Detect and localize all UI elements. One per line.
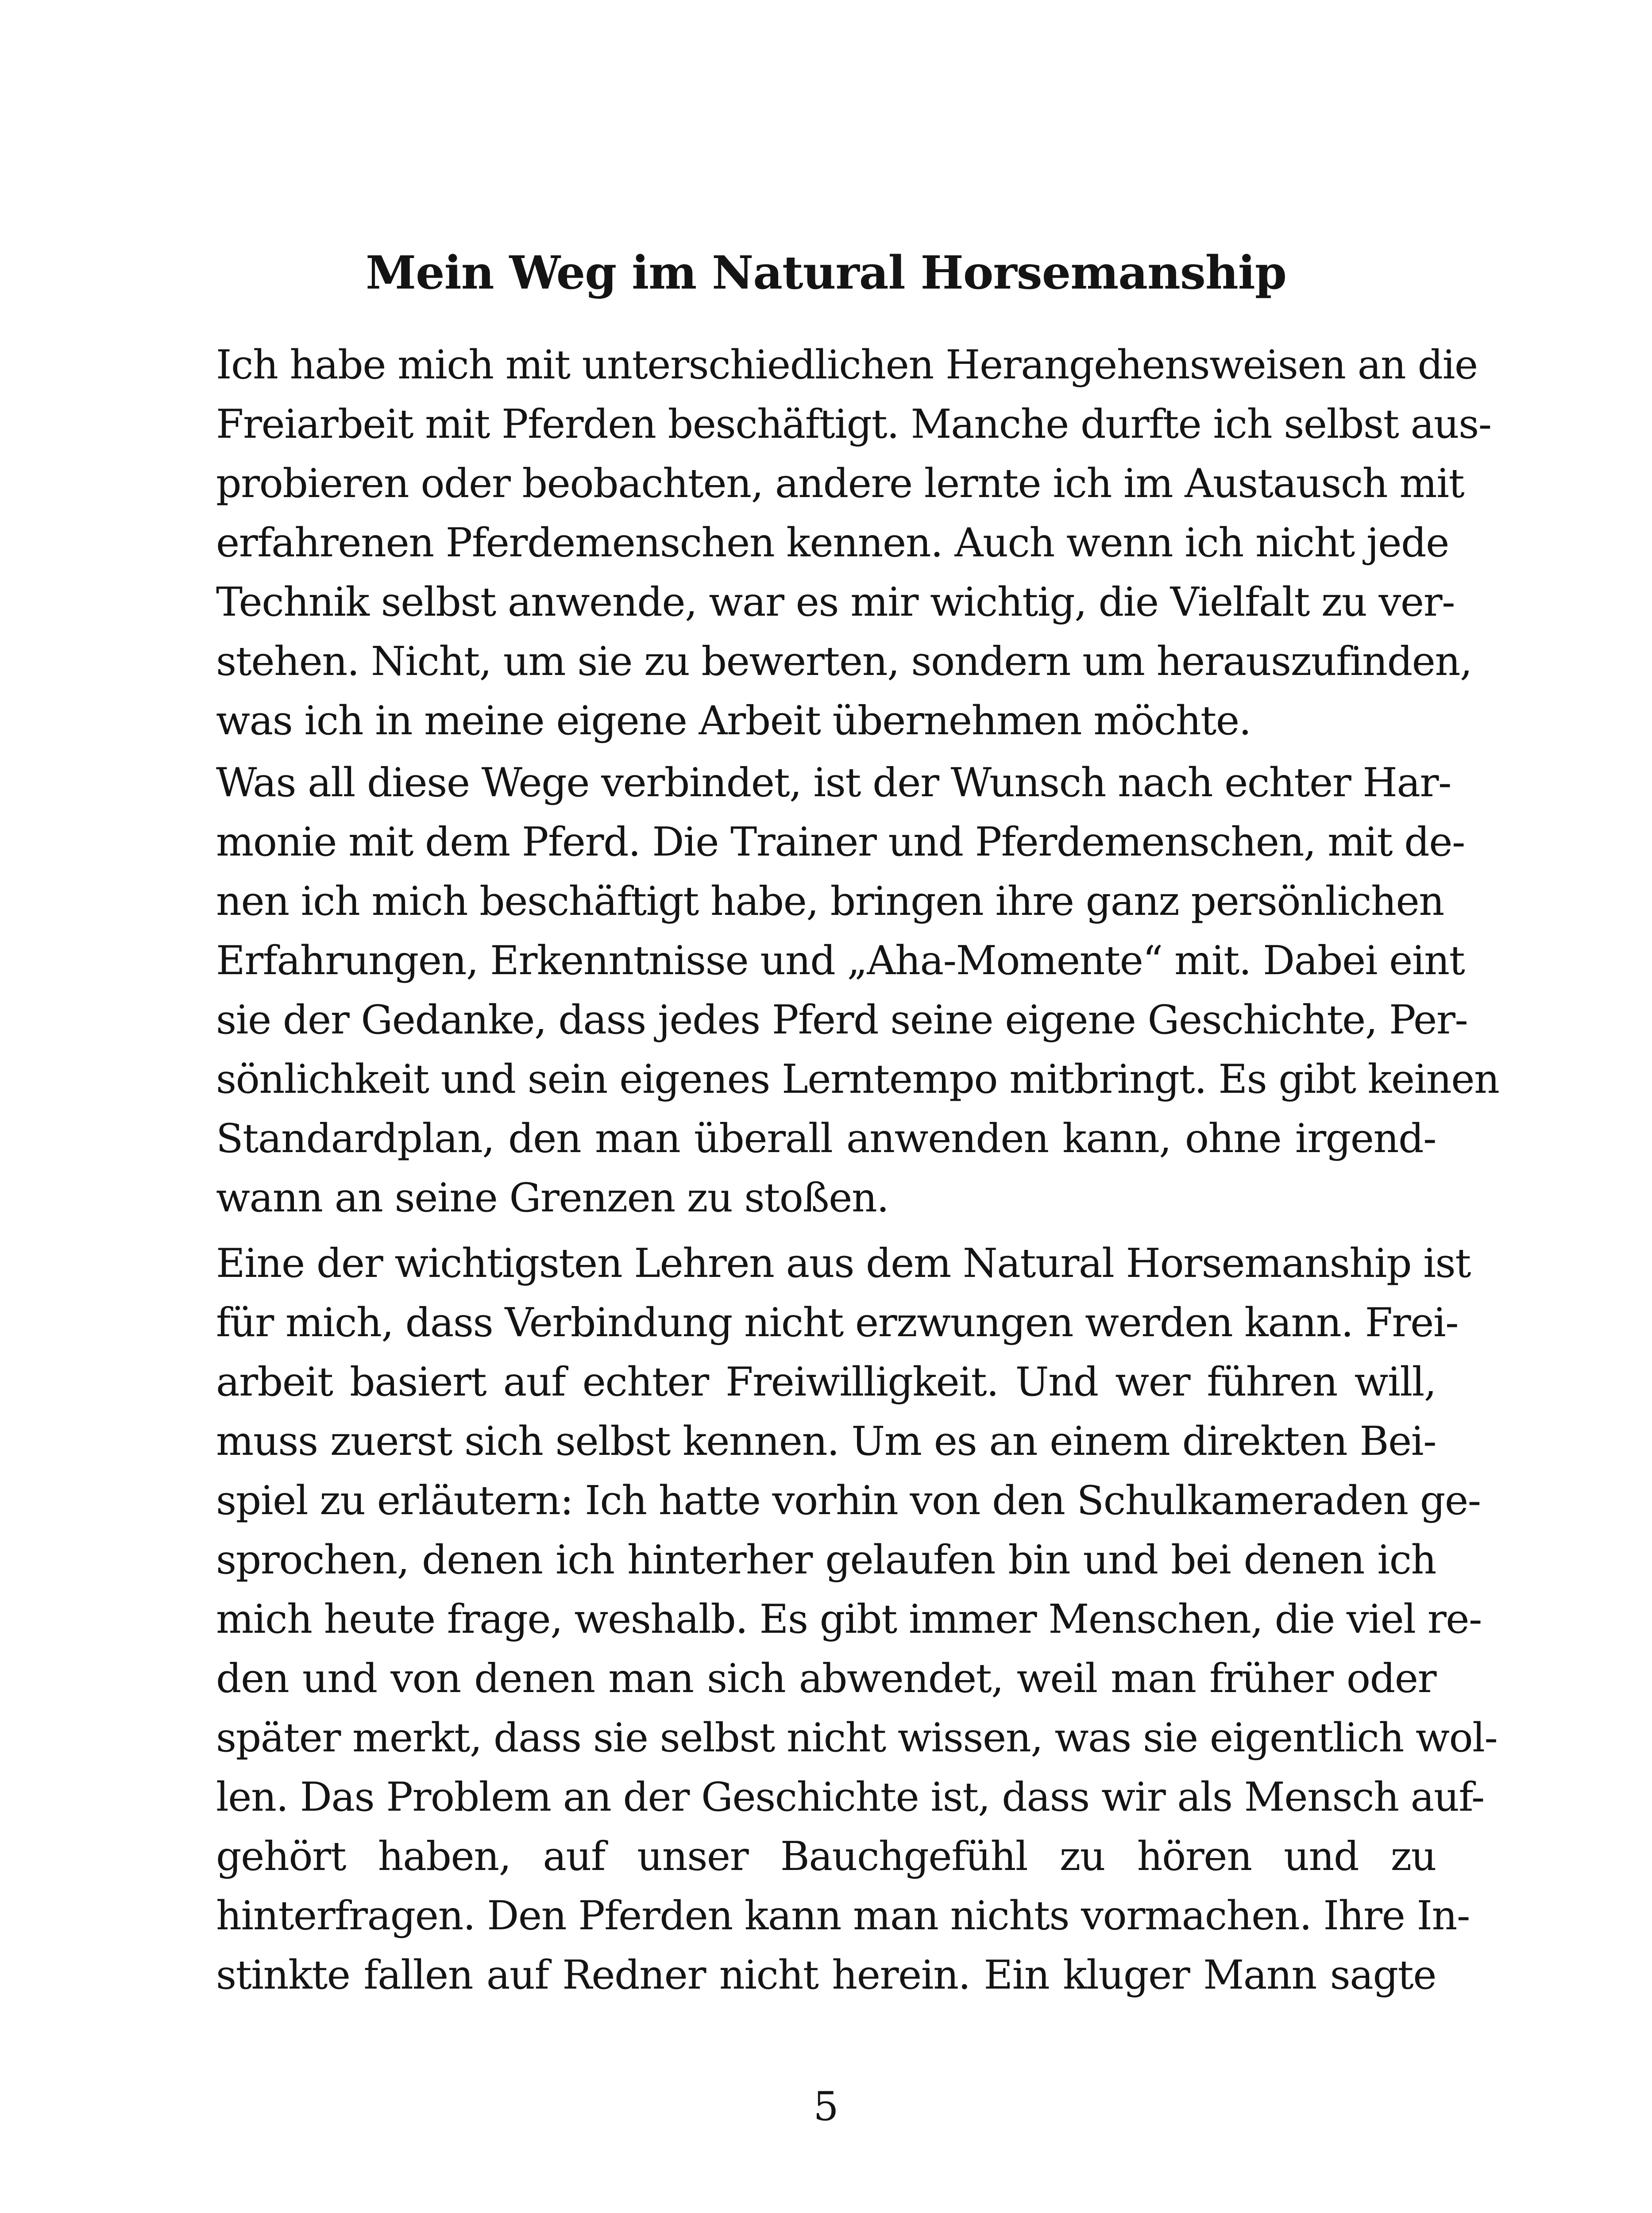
text-line: gehört haben, auf unser Bauchgefühl zu hören und zu: [216, 1833, 1436, 1880]
page-number: 5: [813, 2083, 839, 2130]
text-line: monie mit dem Pferd. Die Trainer und Pferdemenschen, mit de-: [216, 819, 1465, 865]
text-line: nen ich mich beschäftigt habe, bringen ihre ganz persönlichen: [216, 878, 1444, 925]
text-line: stehen. Nicht, um sie zu bewerten, sondern um herauszufinden,: [216, 638, 1472, 685]
text-line: erfahrenen Pferdemenschen kennen. Auch wenn ich nicht jede: [216, 520, 1449, 566]
text-line: mich heute frage, weshalb. Es gibt immer Menschen, die viel re-: [216, 1596, 1482, 1642]
text-line: arbeit basiert auf echter Freiwilligkeit. Und wer führen will,: [216, 1359, 1436, 1405]
text-line: len. Das Problem an der Geschichte ist, dass wir als Mensch auf-: [216, 1774, 1484, 1820]
chapter-title: Mein Weg im Natural Horsemanship: [366, 246, 1286, 300]
text-line: sprochen, denen ich hinterher gelaufen bin und bei denen ich: [216, 1537, 1436, 1583]
text-line: Ich habe mich mit unterschiedlichen Herangehensweisen an die: [216, 342, 1478, 388]
text-line: Standardplan, den man überall anwenden kann, ohne irgend-: [216, 1115, 1436, 1162]
text-line: Freiarbeit mit Pferden beschäftigt. Manche durfte ich selbst aus-: [216, 401, 1491, 447]
text-line: den und von denen man sich abwendet, weil man früher oder: [216, 1655, 1436, 1702]
text-line: später merkt, dass sie selbst nicht wissen, was sie eigentlich wol-: [216, 1715, 1498, 1761]
text-line: Technik selbst anwende, war es mir wichtig, die Vielfalt zu ver-: [216, 579, 1455, 625]
text-line: Erfahrungen, Erkenntnisse und „Aha-Momente“ mit. Dabei eint: [216, 937, 1465, 984]
text-line: was ich in meine eigene Arbeit übernehmen möchte.: [216, 698, 1251, 744]
text-line: Was all diese Wege verbindet, ist der Wunsch nach echter Har-: [216, 760, 1451, 806]
text-line: probieren oder beobachten, andere lernte ich im Austausch mit: [216, 460, 1464, 507]
text-line: spiel zu erläutern: Ich hatte vorhin von den Schulkameraden ge-: [216, 1477, 1481, 1524]
text-line: wann an seine Grenzen zu stoßen.: [216, 1175, 889, 1221]
text-line: hinterfragen. Den Pferden kann man nichts vormachen. Ihre In-: [216, 1893, 1470, 1939]
text-line: für mich, dass Verbindung nicht erzwungen werden kann. Frei-: [216, 1299, 1459, 1346]
text-line: Eine der wichtigsten Lehren aus dem Natural Horsemanship ist: [216, 1240, 1471, 1287]
text-line: sönlichkeit und sein eigenes Lerntempo mitbringt. Es gibt keinen: [216, 1056, 1499, 1103]
text-line: stinkte fallen auf Redner nicht herein. Ein kluger Mann sagte: [216, 1952, 1436, 1998]
text-line: muss zuerst sich selbst kennen. Um es an einem direkten Bei-: [216, 1418, 1436, 1465]
text-line: sie der Gedanke, dass jedes Pferd seine eigene Geschichte, Per-: [216, 997, 1468, 1043]
